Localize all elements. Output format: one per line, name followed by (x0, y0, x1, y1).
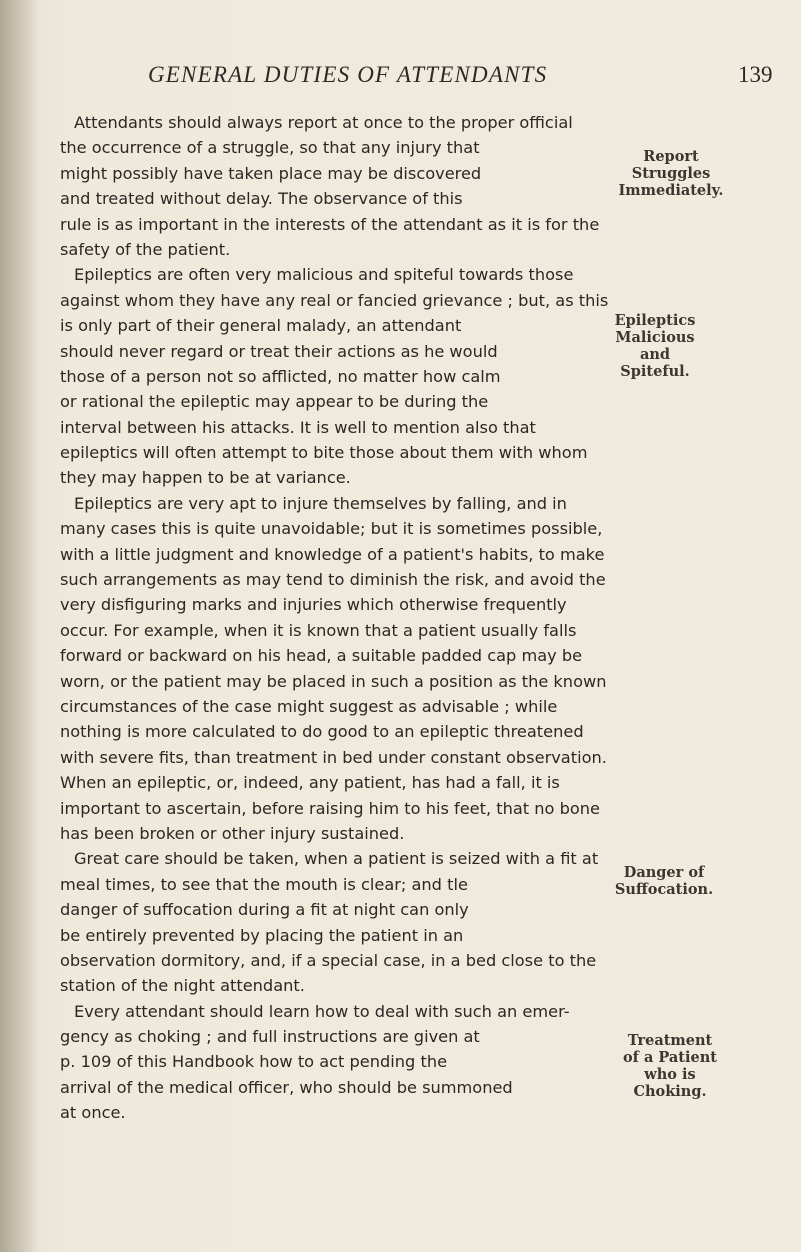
text-line: should never regard or treat their actions as he would (60, 341, 498, 361)
text-line: Great care should be taken, when a patient is seized with a fit at (74, 849, 599, 869)
text-line: such arrangements as may tend to diminish the risk, and avoid the (60, 570, 606, 590)
body-text (60, 110, 609, 1126)
text-line: arrival of the medical officer, who should be summoned (60, 1077, 513, 1097)
text-line: or rational the epileptic may appear to be during the (60, 392, 489, 412)
text-line: at once. (60, 1103, 126, 1123)
text-line: epileptics will often attempt to bite those about them with whom (60, 443, 588, 463)
margin-note-treatment-choking: Treatment of a Patient who is Choking. (623, 1032, 717, 1100)
text-line: the occurrence of a struggle, so that any injury that (60, 138, 480, 158)
text-line: with severe fits, than treatment in bed under constant observation. (60, 747, 607, 767)
page-gutter-shadow (0, 0, 38, 1252)
text-line: When an epileptic, or, indeed, any patient, has had a fall, it is (60, 773, 560, 793)
text-line: interval between his attacks. It is well to mention also that (60, 417, 536, 437)
text-line: many cases this is quite unavoidable; but it is sometimes possible, (60, 519, 603, 539)
text-line: be entirely prevented by placing the patient in an (60, 925, 464, 945)
text-line: occur. For example, when it is known that a patient usually falls (60, 620, 577, 640)
text-line: and treated without delay. The observance of this (60, 189, 463, 209)
margin-note-danger-suffocation: Danger of Suffocation. (614, 864, 714, 898)
text-line: rule is as important in the interests of the attendant as it is for the (60, 214, 600, 234)
page-number: 139 (738, 62, 773, 87)
text-line: against whom they have any real or fancied grievance ; but, as this (60, 290, 609, 310)
text-line: those of a person not so afflicted, no matter how calm (60, 366, 501, 386)
text-line: gency as choking ; and full instructions are given at (60, 1027, 480, 1047)
text-line: Every attendant should learn how to deal with such an emer- (74, 1001, 570, 1021)
running-head-title: GENERAL DUTIES OF ATTENDANTS (148, 62, 548, 87)
text-line: nothing is more calculated to do good to an epileptic threatened (60, 722, 584, 742)
text-line: safety of the patient. (60, 239, 231, 259)
text-line: station of the night attendant. (60, 976, 305, 996)
text-line: Epileptics are often very malicious and spiteful towards those (74, 265, 574, 285)
text-line: forward or backward on his head, a suitable padded cap may be (60, 646, 583, 666)
text-line: they may happen to be at variance. (60, 468, 351, 488)
text-line: observation dormitory, and, if a special case, in a bed close to the (60, 950, 597, 970)
text-line: might possibly have taken place may be discovered (60, 163, 482, 183)
margin-note-epileptics-malicious: Epileptics Malicious and Spiteful. (614, 312, 696, 380)
text-line: has been broken or other injury sustained. (60, 823, 405, 843)
text-line: circumstances of the case might suggest as advisable ; while (60, 696, 558, 716)
text-line: p. 109 of this Handbook how to act pending the (60, 1052, 448, 1072)
text-line: worn, or the patient may be placed in such a position as the known (60, 671, 607, 691)
text-line: with a little judgment and knowledge of a patient's habits, to make (60, 544, 605, 564)
text-line: meal times, to see that the mouth is clear; and tle (60, 874, 468, 894)
text-line: Attendants should always report at once to the proper official (74, 113, 573, 132)
text-line: important to ascertain, before raising him to his feet, that no bone (60, 798, 601, 818)
text-line: danger of suffocation during a fit at night can only (60, 900, 469, 920)
text-line: very disfiguring marks and injuries which otherwise frequently (60, 595, 567, 615)
text-line: Epileptics are very apt to injure themselves by falling, and in (74, 493, 567, 513)
margin-note-report-struggles: Report Struggles Immediately. (618, 148, 724, 199)
text-line: is only part of their general malady, an attendant (60, 316, 462, 336)
